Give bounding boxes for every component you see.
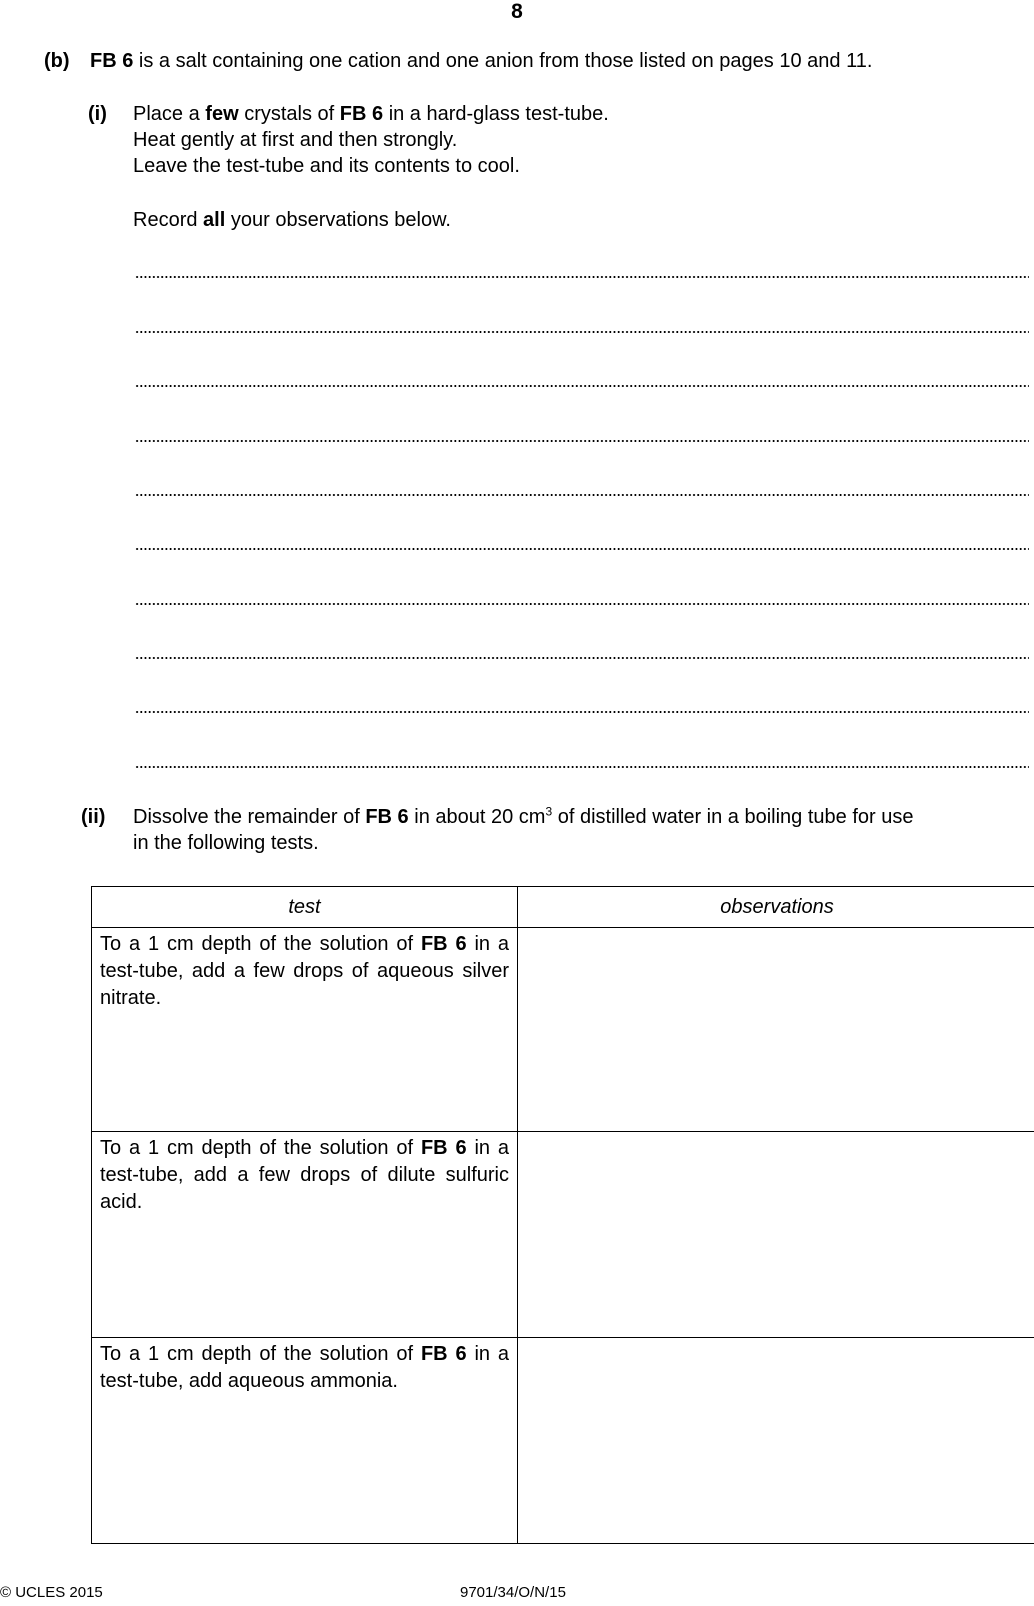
answer-line-1[interactable]	[135, 276, 1029, 278]
answer-line-6[interactable]	[135, 548, 1029, 550]
part-ii-text	[133, 804, 913, 856]
table-row	[92, 1338, 1034, 1544]
part-i-line3: Leave the test-tube and its contents to cool.	[133, 155, 520, 177]
answer-line-8[interactable]	[135, 657, 1029, 659]
header-test: test	[92, 887, 518, 928]
fb6-ref: FB 6	[90, 50, 134, 72]
part-b-body: is a salt containing one cation and one anion from those listed on pages 10 and 11.	[138, 50, 873, 72]
test-cell: To a 1 cm depth of the solution of FB 6 in a test-tube, add a few drops of aqueous silver nitrate.	[92, 928, 518, 1132]
answer-line-10[interactable]	[135, 766, 1029, 768]
answer-line-7[interactable]	[135, 603, 1029, 605]
part-i-instructions	[133, 101, 609, 179]
answer-line-3[interactable]	[135, 385, 1029, 387]
part-ii-line1: Dissolve the remainder of FB 6 in about 20 $cm^3$ of distilled water in a boiling tube for use	[133, 804, 914, 828]
part-i-label: (i)	[88, 103, 107, 125]
part-i-line1: Place a few crystals of FB 6 in a hard-glass test-tube.	[133, 103, 609, 125]
observation-cell[interactable]	[518, 928, 1034, 1132]
observation-cell[interactable]	[518, 1338, 1034, 1544]
test-cell: To a 1 cm depth of the solution of FB 6 in a test-tube, add a few drops of dilute sulfuric acid.	[92, 1132, 518, 1338]
test-observations-table	[91, 886, 1034, 1544]
answer-line-2[interactable]	[135, 331, 1029, 333]
part-ii-line2: in the following tests.	[133, 832, 319, 854]
part-ii-label: (ii)	[81, 806, 106, 828]
footer-paper-code: 9701/34/O/N/15	[460, 1584, 566, 1601]
table-header-row	[92, 887, 1034, 928]
part-b-label: (b)	[44, 50, 70, 72]
table-row	[92, 928, 1034, 1132]
table-row	[92, 1132, 1034, 1338]
footer-copyright: © UCLES 2015	[0, 1584, 103, 1601]
answer-line-4[interactable]	[135, 440, 1029, 442]
page-number: 8	[511, 0, 523, 23]
answer-line-9[interactable]	[135, 711, 1029, 713]
observation-cell[interactable]	[518, 1132, 1034, 1338]
part-b-text	[90, 48, 872, 74]
part-i-line2: Heat gently at first and then strongly.	[133, 129, 458, 151]
header-observations: observations	[518, 887, 1034, 928]
answer-line-5[interactable]	[135, 494, 1029, 496]
test-cell: To a 1 cm depth of the solution of FB 6 in a test-tube, add aqueous ammonia.	[92, 1338, 518, 1544]
record-instruction: Record all your observations below.	[133, 209, 451, 231]
